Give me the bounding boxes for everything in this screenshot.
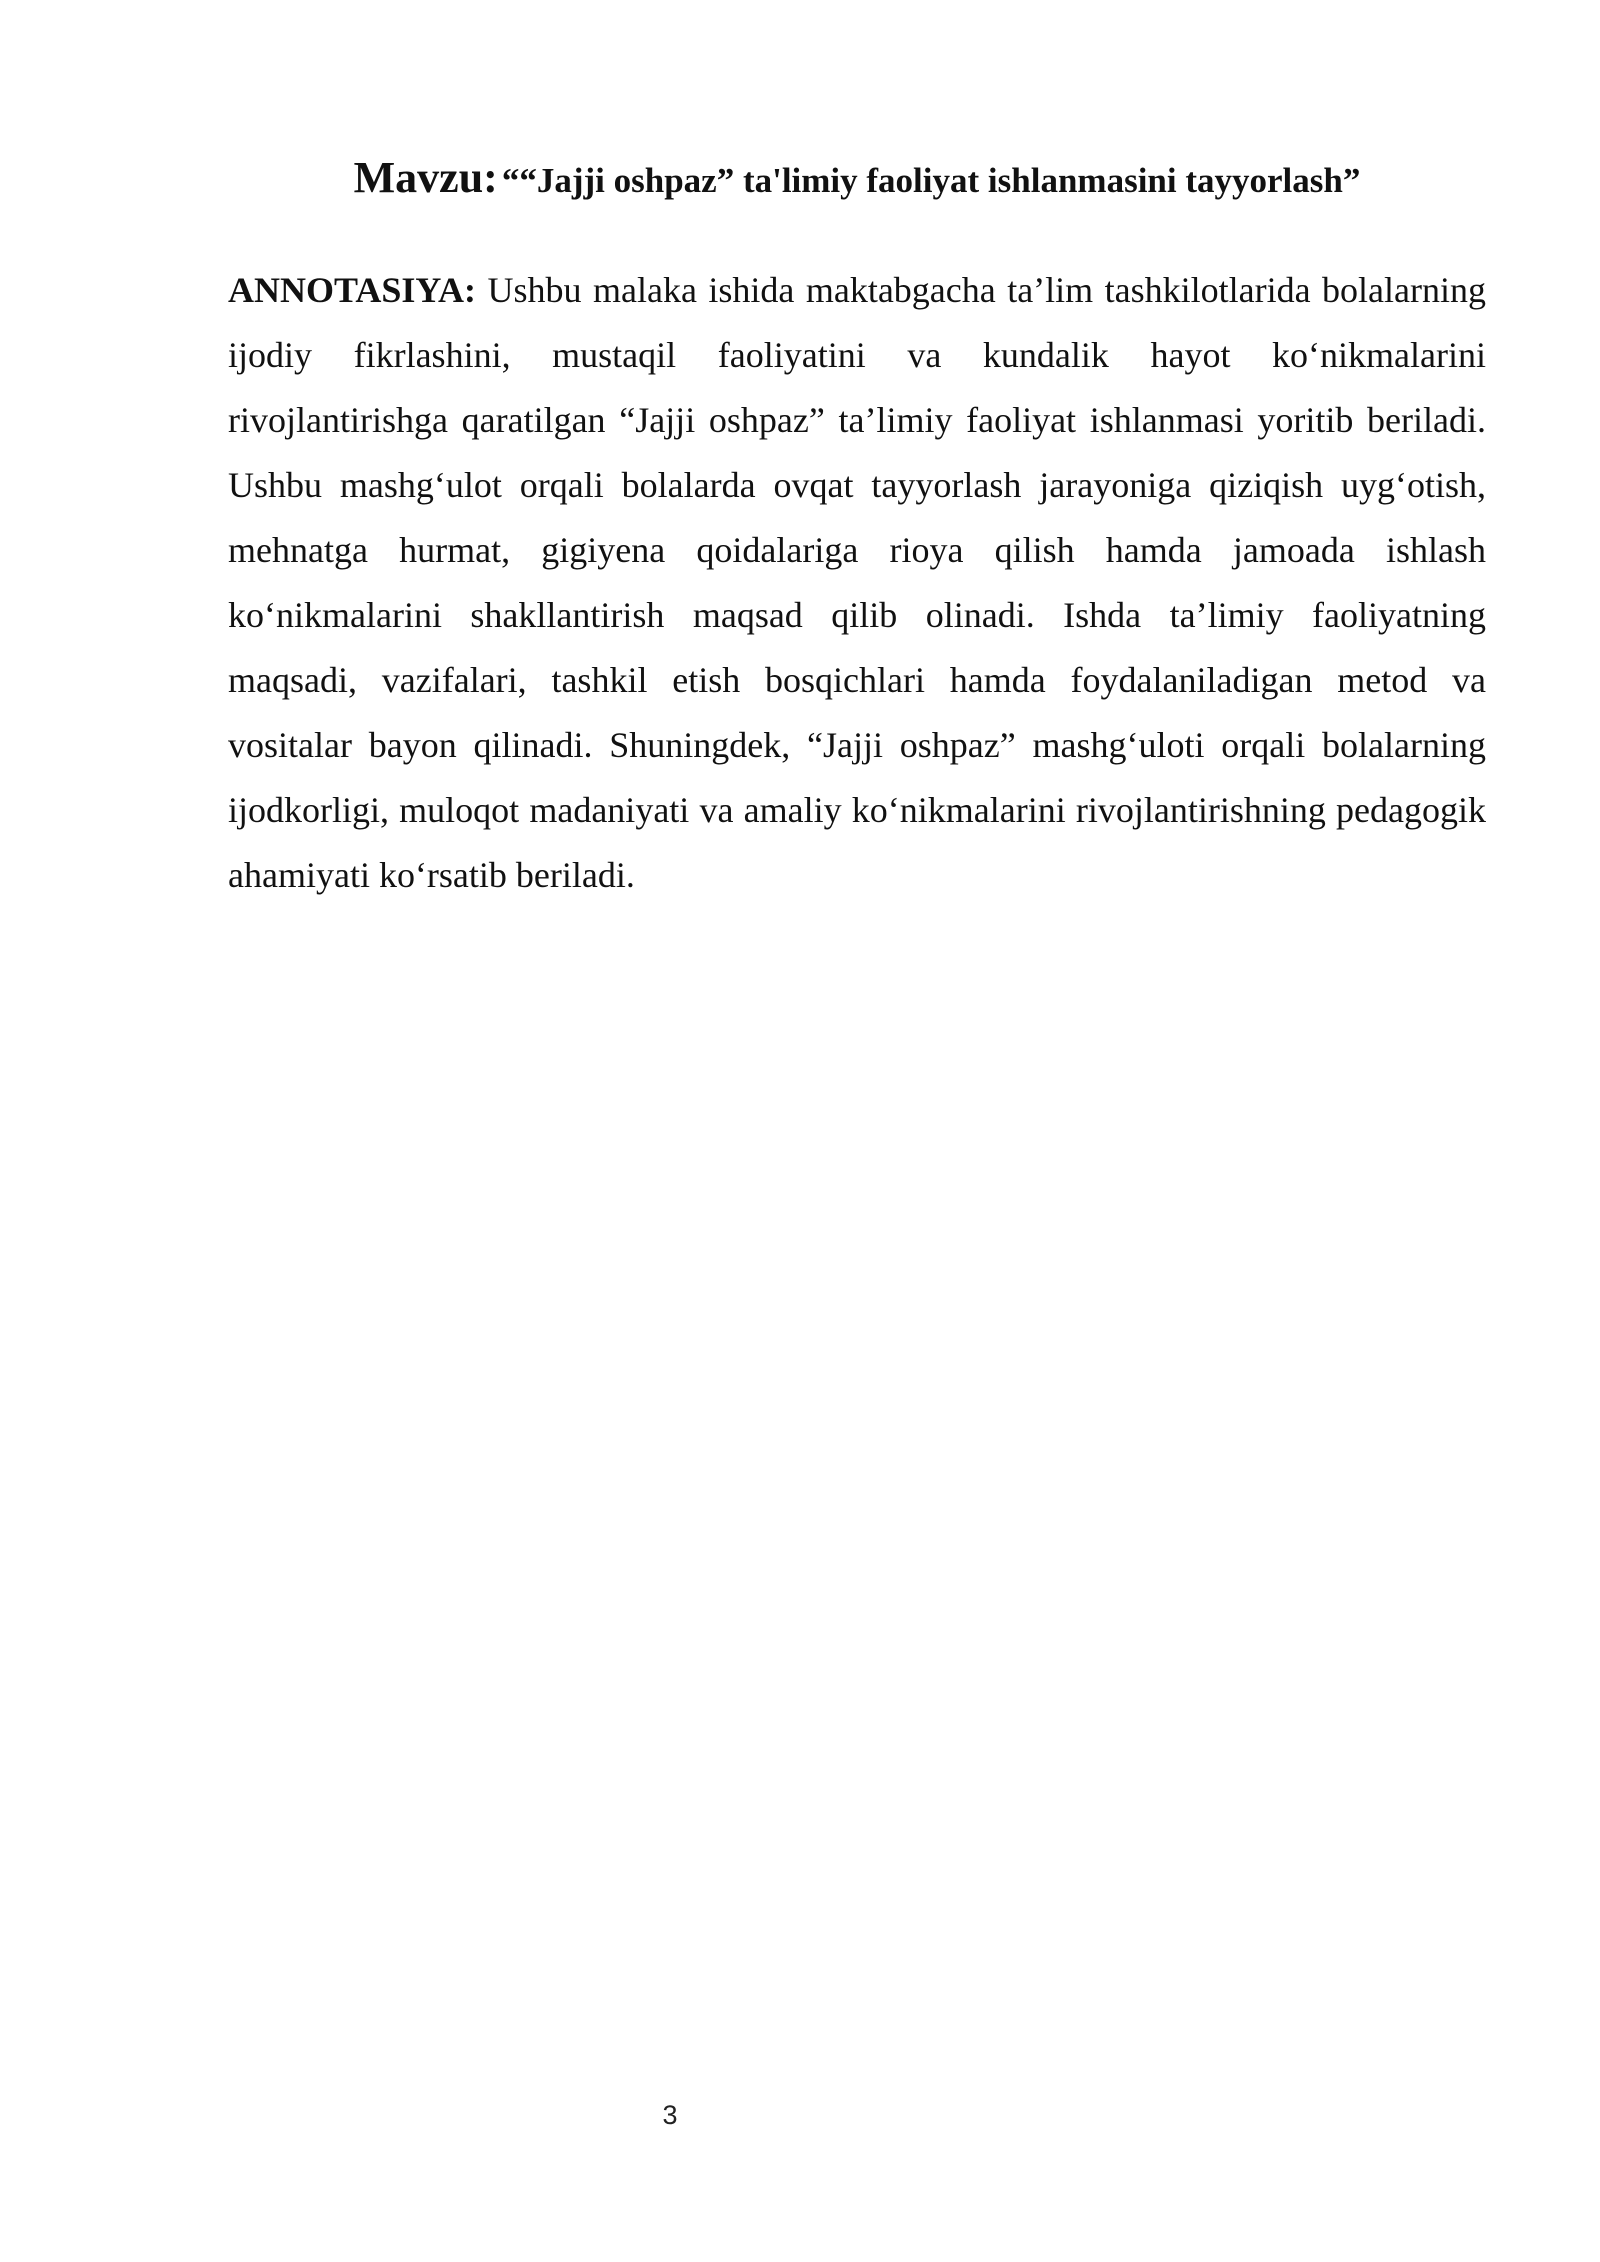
abstract-label: ANNOTASIYA: <box>228 270 477 310</box>
abstract-text: Ushbu malaka ishida maktabgacha ta’lim tashkilotlarida bolalarning ijodiy fikrlashini, mustaqil faoliyatini va kundalik hayot ko‘nikmalarini rivojlantirishga qaratilgan “Jajji oshpaz” ta’limiy faoliyat ishlanmasi yoritib beriladi. Ushbu mashg‘ulot orqali bolalarda ovqat tayyorlash jarayoniga qiziqish uyg‘otish, mehnatga hurmat, gigiyena qoidalariga rioya qilish hamda jamoada ishlash ko‘nikmalarini shakllantirish maqsad qilib olinadi. Ishda ta’limiy faoliyatning maqsadi, vazifalari, tashkil etish bosqichlari hamda foydalaniladigan metod va vositalar bayon qilinadi. Shuningdek, “Jajji oshpaz” mashg‘uloti orqali bolalarning ijodkorligi, muloqot madaniyati va amaliy ko‘nikmalarini rivojlantirishning pedagogik ahamiyati ko‘rsatib beriladi. <box>228 270 1486 895</box>
title-text: ““Jajji oshpaz” ta'limiy faoliyat ishlanmasini tayyorlash” <box>501 161 1361 200</box>
page-number: 3 <box>662 2100 678 2130</box>
abstract-paragraph <box>228 258 1486 908</box>
title-label: Mavzu: <box>353 153 498 202</box>
page-title <box>228 152 1486 205</box>
